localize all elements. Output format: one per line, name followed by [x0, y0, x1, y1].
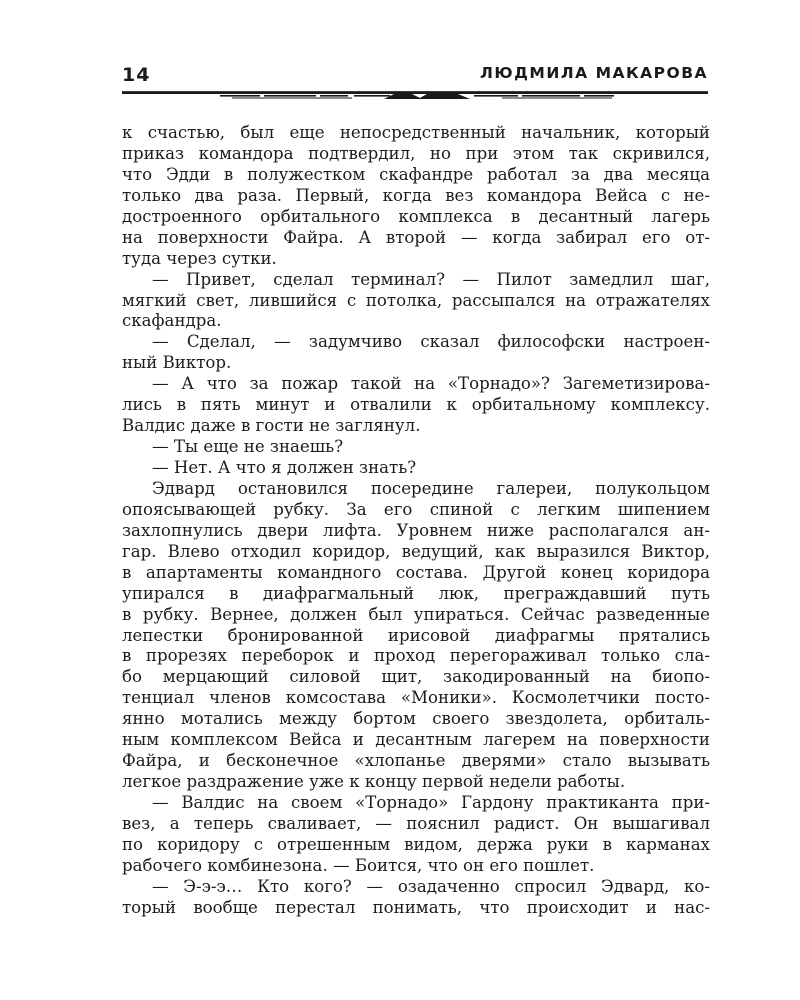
text-line: бо мерцающий силовой щит, закодированный на биопо- [122, 667, 710, 687]
page-header [122, 64, 708, 104]
text-line: тенциал членов комсостава «Моники». Космолетчики посто- [122, 688, 710, 708]
header-ornament-rule [122, 88, 708, 100]
page-number: 14 [122, 64, 151, 86]
text-line: в апартаменты командного состава. Другой конец коридора [122, 562, 710, 582]
text-line: захлопнулись двери лифта. Уровнем ниже располагался ан- [122, 520, 710, 540]
text-line: легкое раздражение уже к концу первой недели работы. [122, 772, 626, 792]
text-line: к счастью, был еще непосредственный начальник, который [122, 123, 710, 142]
text-line: скафандра. [122, 311, 222, 331]
text-line: — Э-э-э… Кто кого? — озадаченно спросил Эдвард, ко- [152, 876, 710, 896]
text-line: только два раза. Первый, когда вез командора Вейса с не- [122, 185, 710, 205]
text-line: ный Виктор. [122, 353, 232, 373]
text-line: упирался в диафрагмальный люк, преграждавший путь [122, 583, 710, 603]
text-line: по коридору с отрешенным видом, держа руки в карманах [122, 834, 710, 854]
text-line: достроенного орбитального комплекса в десантный лагерь [122, 206, 710, 226]
text-line: лись в пять минут и отвалили к орбитальному комплексу. [122, 395, 710, 415]
text-line: гар. Влево отходил коридор, ведущий, как выразился Виктор, [122, 541, 710, 561]
text-line: — Нет. А что я должен знать? [152, 458, 417, 477]
text-line: Эдвард остановился посередине галереи, полукольцом [152, 478, 710, 498]
text-line: в рубку. Вернее, должен был упираться. Сейчас разведенные [122, 604, 710, 624]
text-line: вез, а теперь сваливает, — пояснил радист. Он вышагивал [122, 813, 710, 833]
text-line: — Валдис на своем «Торнадо» Гардону практиканта при- [152, 793, 710, 812]
text-line: торый вообще перестал понимать, что происходит и нас- [122, 897, 710, 917]
text-line: рабочего комбинезона. — Боится, что он его пошлет. [122, 855, 595, 875]
text-line: туда через сутки. [122, 248, 277, 268]
text-line: лепестки бронированной ирисовой диафрагмы прятались [122, 625, 710, 645]
text-line: янно мотались между бортом своего звездолета, орбиталь- [122, 709, 710, 729]
text-line: приказ командора подтвердил, но при этом так скривился, [122, 143, 710, 163]
text-line: что Эдди в полужестком скафандре работал за два месяца [122, 164, 710, 184]
text-line: — Сделал, — задумчиво сказал философски настроен- [152, 332, 710, 352]
text-line: Файра, и бесконечное «хлопанье дверями» стало вызывать [122, 751, 710, 771]
running-title: ЛЮДМИЛА МАКАРОВА [480, 64, 708, 82]
text-line: в прорезях переборок и проход перегораживал только сла- [122, 646, 710, 666]
text-line: Валдис даже в гости не заглянул. [122, 416, 421, 436]
body-text [122, 123, 710, 919]
text-line: мягкий свет, лившийся с потолка, рассыпался на отражателях [122, 290, 710, 310]
text-line: — Ты еще не знаешь? [152, 437, 344, 457]
text-line: — А что за пожар такой на «Торнадо»? Загеметизирова- [152, 374, 710, 394]
text-line: опоясывающей рубку. За его спиной с легким шипением [122, 499, 710, 519]
text-line: на поверхности Файра. А второй — когда забирал его от- [122, 227, 710, 247]
text-line: — Привет, сделал терминал? — Пилот замедлил шаг, [152, 269, 710, 289]
text-line: ным комплексом Вейса и десантным лагерем на поверхности [122, 730, 710, 750]
